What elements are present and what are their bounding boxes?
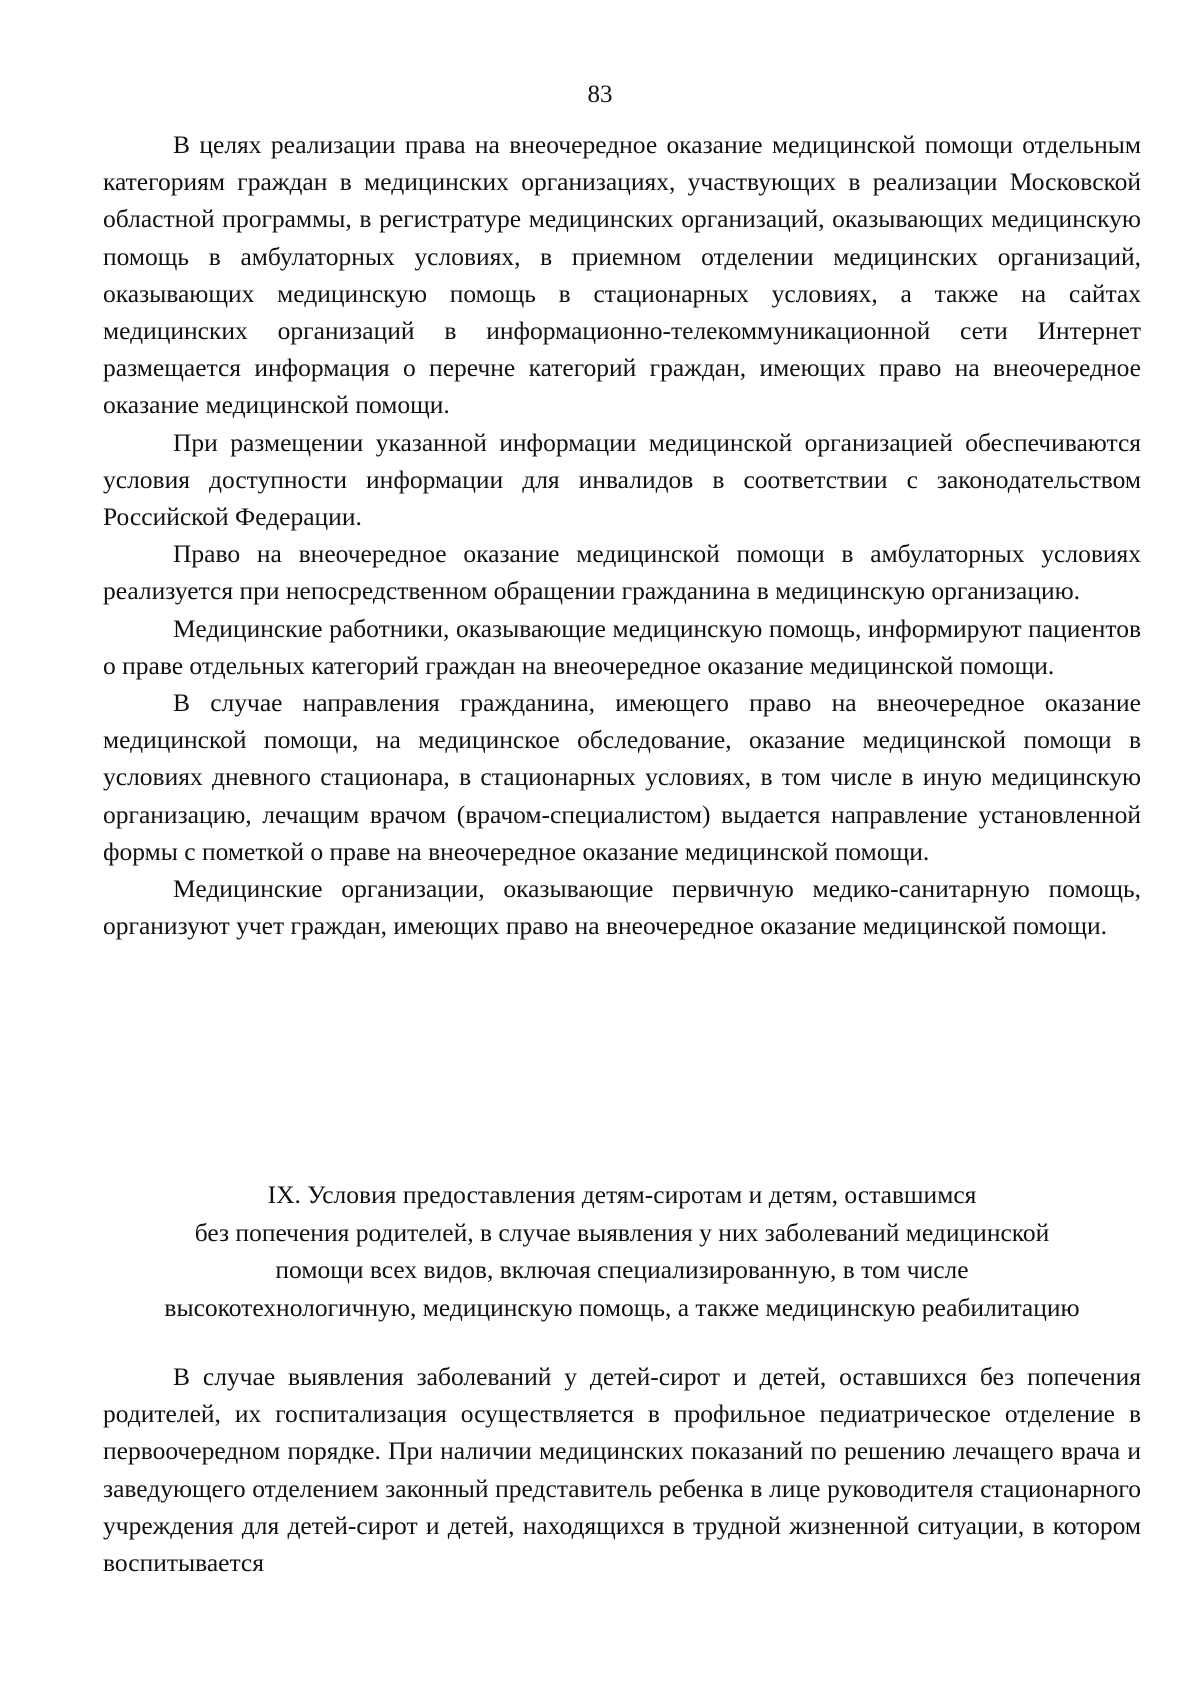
paragraph-5: В случае направления гражданина, имеющего право на внеочередное оказание медицинской помощи, на медицинское обследование, оказание медицинской помощи в условиях дневного стационара, в стационарных условиях, в том числе в иную медицинскую организацию, лечащим врачом (врачом-специалистом) выдается направление установленной формы с пометкой о праве на внеочередное оказание медицинской помощи. [103, 688, 1141, 866]
section-heading-line: помощи всех видов, включая специализированную, в том числе [275, 1255, 969, 1284]
section-heading-line: высокотехнологичную, медицинскую помощь, а также медицинскую реабилитацию [164, 1292, 1080, 1322]
section-heading-line: IX. Условия предоставления детям-сиротам и детям, оставшимся [267, 1180, 977, 1209]
paragraph-6: Медицинские организации, оказывающие первичную медико-санитарную помощь, организуют учет граждан, имеющих право на внеочередное оказание медицинской помощи. [103, 874, 1141, 941]
paragraph-3: Право на внеочередное оказание медицинской помощи в амбулаторных условиях реализуется при непосредственном обращении гражданина в медицинскую организацию. [103, 539, 1141, 606]
section-paragraph-1: В случае выявления заболеваний у детей-сирот и детей, оставшихся без попечения родителей, их госпитализация осуществляется в профильное педиатрическое отделение в первоочередном порядке. При наличии медицинских показаний по решению лечащего врача и заведующего отделением законный представитель ребенка в лице руководителя стационарного учреждения для детей-сирот и детей, находящихся в трудной жизненной ситуации, в котором воспитывается [103, 1362, 1141, 1578]
paragraph-1: В целях реализации права на внеочередное оказание медицинской помощи отдельным категориям граждан в медицинских организациях, участвующих в реализации Московской областной программы, в регистратуре медицинских организаций, оказывающих медицинскую помощь в амбулаторных условиях, в приемном отделении медицинских организаций, оказывающих медицинскую помощь в стационарных условиях, а также на сайтах медицинских организаций в информационно-телекоммуникационной сети Интернет размещается информация о перечне категорий граждан, имеющих право на внеочередное оказание медицинской помощи. [103, 130, 1141, 420]
page-number: 83 [587, 81, 613, 108]
section-heading-line: без попечения родителей, в случае выявления у них заболеваний медицинской [194, 1217, 1050, 1247]
main-body-text [103, 126, 1141, 944]
section-heading [103, 1176, 1141, 1326]
paragraph-4: Медицинские работники, оказывающие медицинскую помощь, информируют пациентов о праве отдельных категорий граждан на внеочередное оказание медицинской помощи. [103, 613, 1141, 680]
paragraph-2: При размещении указанной информации медицинской организацией обеспечиваются условия доступности информации для инвалидов в соответствии с законодательством Российской Федерации. [103, 427, 1141, 532]
section-body-text [103, 1358, 1141, 1581]
